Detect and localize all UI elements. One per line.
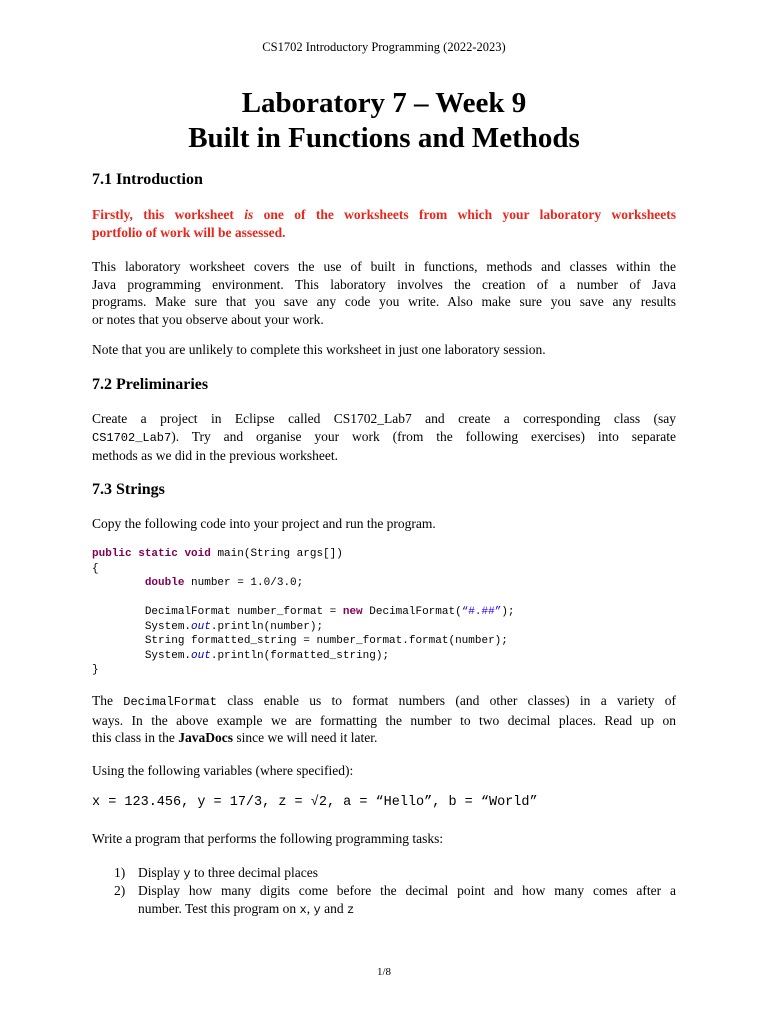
code-out-2: out xyxy=(191,649,211,662)
code-listing xyxy=(92,547,515,678)
task-text-1 xyxy=(138,864,676,884)
decimalformat-paragraph xyxy=(92,692,676,747)
session-note xyxy=(92,341,676,359)
notice-text-is: is xyxy=(244,207,254,222)
code-format-string: “#.##” xyxy=(461,606,502,618)
assessment-notice-line-2: portfolio of work will be assessed. xyxy=(92,224,286,240)
section-heading-preliminaries: 7.2 Preliminaries xyxy=(92,376,209,393)
code-out-1: out xyxy=(191,620,211,633)
code-println-formatted: .println(formatted_string); xyxy=(210,649,390,662)
task-2-line-2 xyxy=(138,900,676,920)
copy-instruction xyxy=(92,515,676,533)
assessment-notice-line-1 xyxy=(92,206,676,224)
class-name-code: CS1702_Lab7 xyxy=(92,430,172,445)
code-line-signature xyxy=(92,547,515,562)
running-header: CS1702 Introductory Programming (2022-2023) xyxy=(262,40,506,54)
intro-line-3: programs. Make sure that you save any code you write. Also make sure you save any results xyxy=(92,294,676,309)
df-line-3b: since we will need it later. xyxy=(233,730,378,745)
code-println-number: .println(number); xyxy=(210,620,324,633)
section-heading-introduction: 7.1 Introduction xyxy=(92,171,203,188)
section-heading-strings: 7.3 Strings xyxy=(92,481,165,498)
task-number-2: 2) xyxy=(114,883,126,898)
df-text-b: class enable us to format numbers (and other classes) in a variety of xyxy=(216,693,676,708)
page-number: 1/8 xyxy=(376,966,392,978)
code-format-c: ); xyxy=(501,606,515,618)
df-line-2: ways. In the above example we are formatting the number to two decimal places. Read up on xyxy=(92,712,676,728)
kw-void: void xyxy=(184,548,211,560)
code-system-1: System. xyxy=(144,620,192,633)
code-line-blank xyxy=(92,591,515,606)
task-2-and: and xyxy=(320,900,347,916)
intro-paragraph xyxy=(92,258,676,328)
tasks-intro-text: Write a program that performs the following programming tasks: xyxy=(92,831,444,846)
tasks-intro xyxy=(92,830,676,848)
task-1-code-y: y xyxy=(183,867,191,881)
session-note-text: Note that you are unlikely to complete this worksheet in just one laboratory session. xyxy=(92,342,546,357)
df-text-a: The xyxy=(92,693,124,708)
decimalformat-code: DecimalFormat xyxy=(123,695,217,709)
code-format-b: DecimalFormat( xyxy=(362,606,462,618)
task-1-text-b: to three decimal places xyxy=(190,865,319,880)
code-system-2: System. xyxy=(144,649,192,662)
code-signature: main(String args[]) xyxy=(210,548,343,560)
df-line-3 xyxy=(92,729,676,747)
df-line-3a: this class in the xyxy=(92,730,179,745)
kw-new: new xyxy=(342,606,363,618)
kw-static: static xyxy=(138,548,178,560)
javadocs-text: JavaDocs xyxy=(178,730,233,745)
variables-intro-text: Using the following variables (where specified): xyxy=(92,763,354,778)
title-line-1: Laboratory 7 – Week 9 xyxy=(241,87,527,119)
code-line-println-formatted xyxy=(92,649,515,664)
variable-definitions: x = 123.456, y = 17/3, z = √2, a = “Hello”, b = “World” xyxy=(92,795,538,810)
intro-line-4: or notes that you observe about your work. xyxy=(92,311,324,327)
kw-public: public xyxy=(92,548,132,560)
assessment-notice xyxy=(92,206,676,241)
notice-text-a: Firstly, this worksheet xyxy=(92,207,245,222)
notice-text-b: one of the worksheets from which your laboratory worksheets xyxy=(253,207,676,222)
prelim-line-3: methods as we did in the previous worksheet. xyxy=(92,448,338,463)
code-line-format xyxy=(92,605,515,620)
task-2-code-z: z xyxy=(346,902,355,917)
intro-line-2: Java programming environment. This laboratory involves the creation of a number of Java xyxy=(92,276,676,292)
code-line-formatted xyxy=(92,634,515,649)
task-2-comma: , xyxy=(306,900,314,916)
df-line-1 xyxy=(92,692,676,712)
task-text-2 xyxy=(138,882,676,919)
task-2-text-a: number. Test this program on xyxy=(138,900,300,916)
code-line-open: { xyxy=(92,562,99,575)
code-format-a: DecimalFormat number_format = xyxy=(144,606,343,618)
task-2-code-x: x xyxy=(299,902,307,917)
code-line-close: } xyxy=(92,664,99,676)
document-title xyxy=(0,86,768,156)
intro-line-1: This laboratory worksheet covers the use of built in functions, methods and classes within the xyxy=(92,259,676,274)
variables-intro xyxy=(92,762,676,780)
preliminaries-paragraph xyxy=(92,410,676,465)
prelim-line-1: Create a project in Eclipse called CS1702_Lab7 and create a corresponding class (say xyxy=(92,411,676,426)
prelim-line-2-text: ). Try and organise your work (from the following exercises) into separate xyxy=(171,428,676,444)
task-number-1: 1) xyxy=(114,865,126,880)
copy-instruction-text: Copy the following code into your project and run the program. xyxy=(92,516,436,531)
kw-double: double xyxy=(144,577,185,589)
code-formatted: String formatted_string = number_format.format(number); xyxy=(144,635,508,647)
prelim-line-2 xyxy=(92,428,676,448)
task-2-line-1: Display how many digits come before the decimal point and how many comes after a xyxy=(138,883,676,898)
task-1-text-a: Display xyxy=(138,865,184,880)
code-decl: number = 1.0/3.0; xyxy=(184,577,304,589)
task-2-code-y: y xyxy=(313,902,321,917)
code-line-double xyxy=(92,576,515,591)
title-line-2: Built in Functions and Methods xyxy=(188,122,580,154)
code-line-println-number xyxy=(92,620,515,635)
